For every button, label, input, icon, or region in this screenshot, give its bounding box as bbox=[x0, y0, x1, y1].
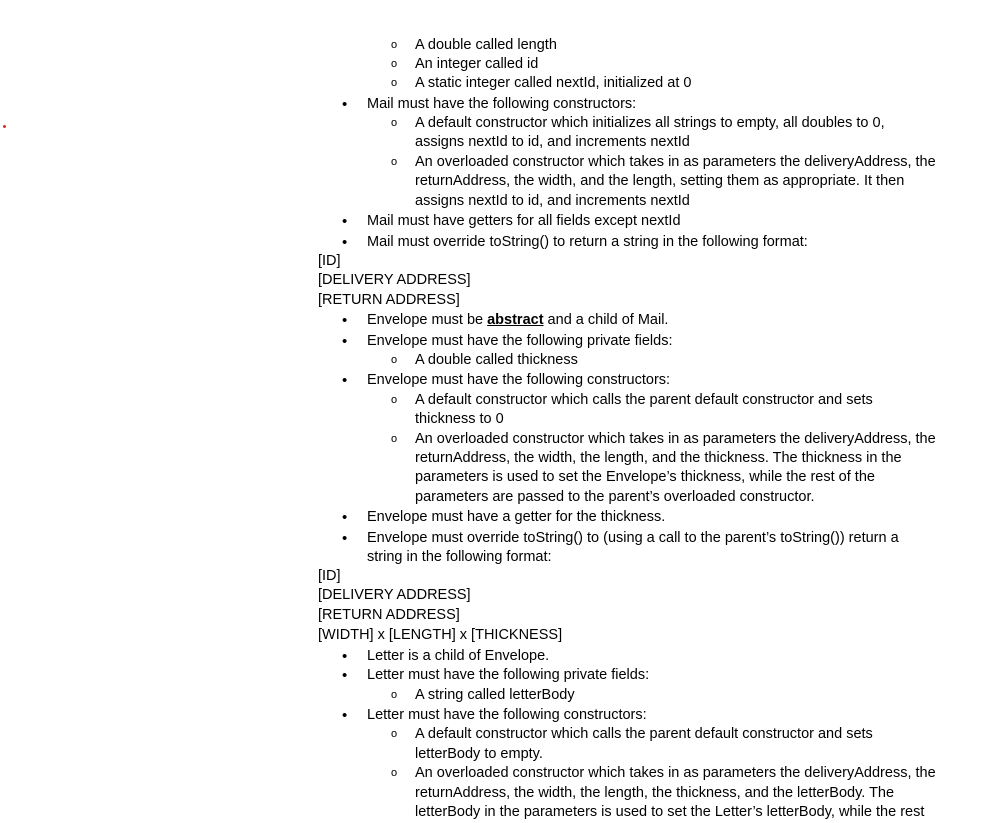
sub-bullet-marker: o bbox=[391, 354, 398, 366]
sub-bullet-marker: o bbox=[391, 77, 398, 89]
line-text: Mail must have the following constructors: bbox=[367, 96, 637, 112]
bullet-item bbox=[367, 647, 549, 666]
bullet-item bbox=[367, 548, 552, 567]
sub-bullet-marker: o bbox=[391, 39, 398, 51]
line-text: A default constructor which initializes all strings to empty, all doubles to 0, bbox=[415, 115, 885, 131]
line-text: Letter must have the following private fields: bbox=[367, 667, 650, 683]
sub-bullet-item bbox=[415, 36, 557, 55]
sub-bullet-marker: o bbox=[391, 58, 398, 70]
line-text: A double called length bbox=[415, 37, 557, 53]
bullet-marker: • bbox=[342, 372, 348, 389]
bullet-marker: • bbox=[342, 96, 348, 113]
sub-bullet-item bbox=[415, 172, 904, 191]
bullet-item bbox=[367, 371, 670, 390]
format-line bbox=[318, 252, 341, 271]
line-text: A default constructor which calls the parent default constructor and sets bbox=[415, 726, 873, 742]
sub-bullet-item bbox=[415, 764, 936, 783]
line-text: [RETURN ADDRESS] bbox=[318, 292, 460, 308]
bullet-item bbox=[367, 332, 672, 351]
line-text: parameters is used to set the Envelope’s thickness, while the rest of the bbox=[415, 469, 875, 485]
bullet-marker: • bbox=[342, 333, 348, 350]
line-text: Mail must have getters for all fields except nextId bbox=[367, 213, 681, 229]
format-line bbox=[318, 586, 471, 605]
sub-bullet-item bbox=[415, 449, 902, 468]
bullet-item bbox=[367, 508, 665, 527]
margin-mark bbox=[3, 125, 6, 128]
sub-bullet-item bbox=[415, 192, 690, 211]
emphasized-word: abstract bbox=[487, 312, 544, 328]
sub-bullet-marker: o bbox=[391, 728, 398, 740]
sub-bullet-item bbox=[415, 803, 924, 822]
bullet-item bbox=[367, 529, 899, 548]
line-text: A string called letterBody bbox=[415, 687, 575, 703]
format-line bbox=[318, 626, 562, 645]
sub-bullet-item bbox=[415, 133, 690, 152]
line-text: thickness to 0 bbox=[415, 411, 504, 427]
sub-bullet-marker: o bbox=[391, 117, 398, 129]
bullet-marker: • bbox=[342, 312, 348, 329]
bullet-item bbox=[367, 95, 636, 114]
line-text: An integer called id bbox=[415, 56, 539, 72]
line-text: A default constructor which calls the parent default constructor and sets bbox=[415, 392, 873, 408]
sub-bullet-item bbox=[415, 725, 873, 744]
sub-bullet-item bbox=[415, 114, 885, 133]
bullet-marker: • bbox=[342, 667, 348, 684]
sub-bullet-item bbox=[415, 488, 815, 507]
line-text: parameters are passed to the parent’s overloaded constructor. bbox=[415, 489, 815, 505]
line-text: Mail must override toString() to return a string in the following format: bbox=[367, 234, 808, 250]
sub-bullet-item bbox=[415, 745, 543, 764]
line-text: An overloaded constructor which takes in as parameters the deliveryAddress, the bbox=[415, 431, 936, 447]
sub-bullet-item bbox=[415, 351, 578, 370]
bullet-marker: • bbox=[342, 707, 348, 724]
line-text: Envelope must have a getter for the thickness. bbox=[367, 509, 666, 525]
line-text: Envelope must be bbox=[367, 312, 488, 328]
line-text: Envelope must override toString() to (using a call to the parent’s toString()) return a bbox=[367, 530, 899, 546]
line-text: [DELIVERY ADDRESS] bbox=[318, 587, 471, 603]
sub-bullet-item bbox=[415, 74, 691, 93]
line-text: [ID] bbox=[318, 568, 341, 584]
sub-bullet-marker: o bbox=[391, 394, 398, 406]
format-line bbox=[318, 291, 460, 310]
bullet-item bbox=[367, 706, 647, 725]
line-text: assigns nextId to id, and increments nextId bbox=[415, 193, 690, 209]
format-line bbox=[318, 606, 460, 625]
bullet-marker: • bbox=[342, 509, 348, 526]
line-text: letterBody to empty. bbox=[415, 746, 543, 762]
line-text: returnAddress, the width, the length, and the thickness. The thickness in the bbox=[415, 450, 902, 466]
line-text: A double called thickness bbox=[415, 352, 578, 368]
sub-bullet-item bbox=[415, 784, 894, 803]
sub-bullet-marker: o bbox=[391, 689, 398, 701]
line-text: string in the following format: bbox=[367, 549, 552, 565]
sub-bullet-item bbox=[415, 468, 875, 487]
line-text: letterBody in the parameters is used to set the Letter’s letterBody, while the rest bbox=[415, 804, 925, 820]
bullet-marker: • bbox=[342, 234, 348, 251]
line-text: Envelope must have the following private fields: bbox=[367, 333, 673, 349]
line-text: Letter must have the following constructors: bbox=[367, 707, 647, 723]
bullet-item bbox=[367, 233, 808, 252]
bullet-marker: • bbox=[342, 648, 348, 665]
line-text: Letter is a child of Envelope. bbox=[367, 648, 550, 664]
sub-bullet-marker: o bbox=[391, 433, 398, 445]
line-text: returnAddress, the width, and the length, setting them as appropriate. It then bbox=[415, 173, 905, 189]
format-line bbox=[318, 271, 471, 290]
line-text: [ID] bbox=[318, 253, 341, 269]
format-line bbox=[318, 567, 341, 586]
sub-bullet-marker: o bbox=[391, 156, 398, 168]
bullet-item bbox=[367, 212, 681, 231]
line-text-after: and a child of Mail. bbox=[543, 312, 669, 328]
line-text: A static integer called nextId, initialized at 0 bbox=[415, 75, 692, 91]
sub-bullet-item bbox=[415, 153, 936, 172]
bullet-item bbox=[367, 666, 649, 685]
sub-bullet-item bbox=[415, 430, 936, 449]
bullet-item bbox=[367, 311, 668, 330]
line-text: Envelope must have the following constructors: bbox=[367, 372, 671, 388]
sub-bullet-item bbox=[415, 391, 873, 410]
line-text: [WIDTH] x [LENGTH] x [THICKNESS] bbox=[318, 627, 563, 643]
line-text: An overloaded constructor which takes in as parameters the deliveryAddress, the bbox=[415, 154, 936, 170]
sub-bullet-item bbox=[415, 410, 504, 429]
sub-bullet-item bbox=[415, 55, 538, 74]
bullet-marker: • bbox=[342, 530, 348, 547]
line-text: [RETURN ADDRESS] bbox=[318, 607, 460, 623]
line-text: returnAddress, the width, the length, the thickness, and the letterBody. The bbox=[415, 785, 895, 801]
bullet-marker: • bbox=[342, 213, 348, 230]
line-text: [DELIVERY ADDRESS] bbox=[318, 272, 471, 288]
line-text: An overloaded constructor which takes in as parameters the deliveryAddress, the bbox=[415, 765, 936, 781]
sub-bullet-item bbox=[415, 686, 575, 705]
line-text: assigns nextId to id, and increments nextId bbox=[415, 134, 690, 150]
sub-bullet-marker: o bbox=[391, 767, 398, 779]
